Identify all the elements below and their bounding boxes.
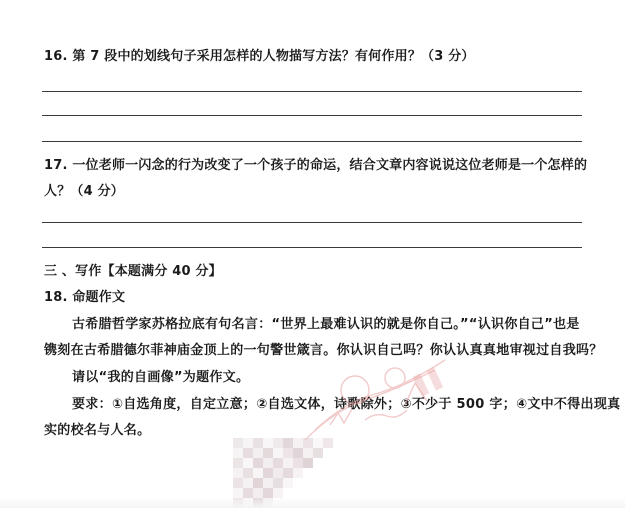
requirements-line-1: 要求：①自选角度，自定立意；②自选文体，诗歌除外；③不少于 500 字；④文中不得出现真 [72,397,621,412]
prompt-paragraph-line-2: 镌刻在古希腊德尔菲神庙金顶上的一句警世箴言。你认识自己吗？你认认真真地审视过自我吗？ [44,343,603,358]
section-3-heading: 三 、写作【本题满分 40 分】 [44,264,222,279]
answer-line [42,247,582,248]
question-17-line-1: 17. 一位老师一闪念的行为改变了一个孩子的命运，结合文章内容说说这位老师是一个怎样的 [44,158,588,173]
answer-line [42,115,582,116]
essay-title-instruction: 请以“我的自画像”为题作文。 [72,370,250,385]
answer-line [42,141,582,142]
question-17-line-2: 人？（4 分） [44,184,124,199]
requirements-line-2: 实的校名与人名。 [44,423,151,438]
prompt-paragraph-line-1: 古希腊哲学家苏格拉底有句名言：“世界上最难认识的就是你自己。”“认识你自己”也是 [72,317,580,332]
answer-line [42,91,582,92]
answer-line [42,222,582,223]
question-16: 16. 第 7 段中的划线句子采用怎样的人物描写方法？有何作用？（3 分） [44,49,475,64]
scan-edge [0,498,625,508]
question-18-title: 18. 命题作文 [44,290,126,305]
